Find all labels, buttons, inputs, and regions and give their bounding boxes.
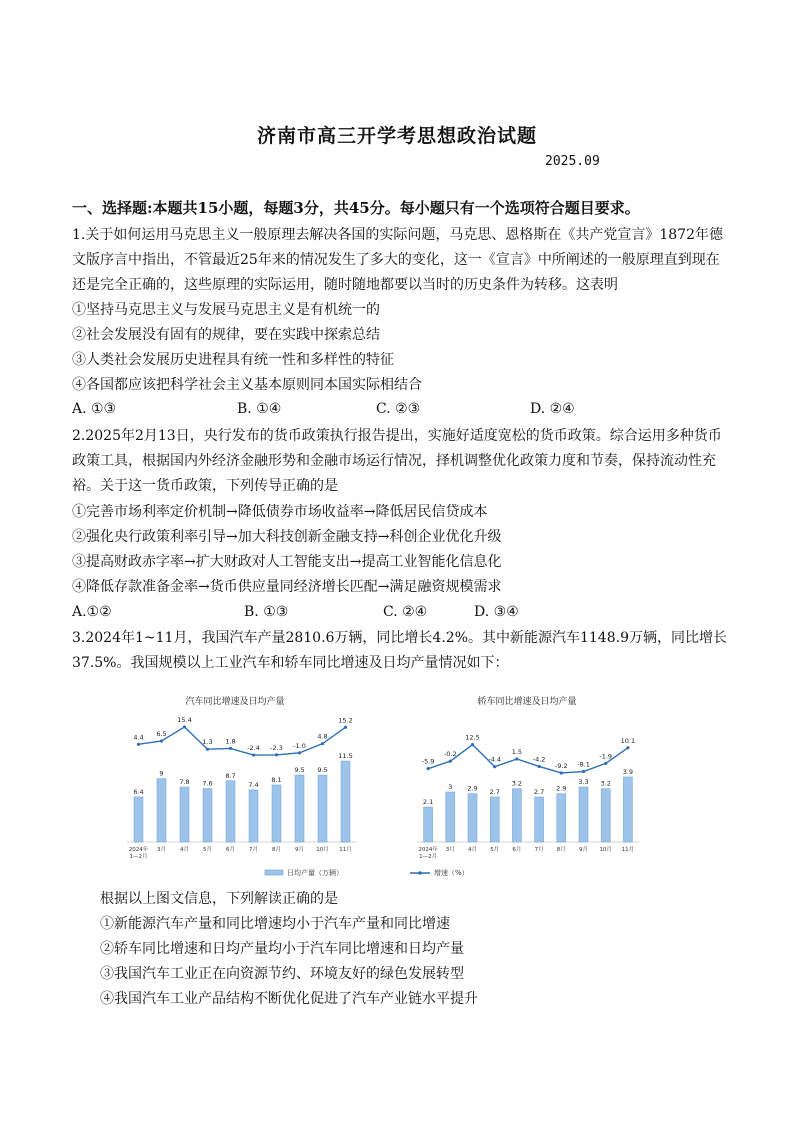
q1-item-4: ④各国都应该把科学社会主义基本原则同本国实际相结合 — [72, 377, 422, 393]
q1-option-d[interactable]: D. ②④ — [530, 401, 575, 417]
bar — [601, 789, 610, 842]
legend-bar-label: 日均产量（万辆） — [287, 869, 343, 877]
q1-line-3: 还是完全正确的，这些原理的实际运用，随时随地都要以当时的历史条件为转移。这表明 — [72, 277, 618, 293]
line-point — [626, 746, 629, 749]
line-point — [515, 757, 518, 760]
x-tick-label: 10月 — [599, 847, 612, 853]
line-point — [252, 753, 255, 756]
line-point — [298, 751, 301, 754]
q1-line-2: 文版序言中指出，不管最近25年来的情况发生了多大的变化，这一《宣言》中所阐述的一般原理直到现在 — [72, 252, 720, 268]
line-value-label: 4.4 — [133, 733, 144, 742]
bar-value-label: 2.1 — [422, 798, 434, 806]
bar — [446, 792, 455, 842]
x-tick-label: 2024年 — [418, 847, 438, 853]
line-point — [538, 765, 541, 768]
growth-line — [139, 727, 346, 755]
legend-line-marker — [418, 871, 422, 875]
q1-item-1: ①坚持马克思主义与发展马克思主义是有机统一的 — [72, 302, 380, 318]
x-tick-label: 2024年 — [128, 847, 149, 853]
q1-item-2: ②社会发展没有固有的规律，要在实践中探索总结 — [72, 327, 380, 343]
x-tick-label: 5月 — [203, 847, 212, 853]
bar-value-label: 7.8 — [179, 778, 190, 787]
section-heading: 一、选择题:本题共15小题，每题3分，共45分。每小题只有一个选项符合题目要求。 — [72, 199, 640, 217]
line-value-label: 15.4 — [177, 715, 192, 724]
line-point — [160, 739, 163, 742]
x-tick-label: 8月 — [556, 847, 566, 853]
bar-value-label: 8.1 — [271, 775, 282, 784]
bar-value-label: 7.6 — [202, 779, 213, 788]
line-value-label: 1.3 — [202, 738, 213, 747]
x-tick-label: 8月 — [272, 847, 281, 853]
q2-item-2: ②强化央行政策利率引导→加大科技创新金融支持→科创企业优化升级 — [72, 529, 502, 545]
chart-1-plot — [127, 716, 357, 860]
line-value-label: 4.8 — [317, 732, 328, 741]
bar-value-label: 8.7 — [225, 771, 236, 780]
line-point — [582, 770, 585, 773]
growth-line — [428, 745, 628, 773]
bar — [341, 761, 350, 842]
bar — [468, 794, 477, 842]
bar-value-label: 9 — [159, 769, 164, 778]
exam-date: 2025.09 — [545, 154, 600, 169]
bar-value-label: 2.9 — [467, 784, 478, 793]
x-tick-label: 9月 — [295, 847, 304, 853]
line-value-label: 12.5 — [465, 733, 480, 742]
line-point — [183, 725, 186, 728]
line-value-label: -4.2 — [532, 755, 546, 764]
q2-option-a[interactable]: A.①② — [72, 604, 112, 620]
bar — [226, 781, 235, 842]
page-title: 济南市高三开学考思想政治试题 — [256, 125, 537, 147]
bar — [318, 775, 327, 842]
bar — [203, 788, 212, 842]
chart-2-plot — [417, 734, 639, 860]
chart-1-title: 汽车同比增速及日均产量 — [185, 697, 285, 707]
line-value-label: -5.9 — [421, 757, 435, 766]
line-point — [137, 743, 140, 746]
q2-line-3: 裕。关于这一货币政策，下列传导正确的是 — [72, 478, 338, 494]
q3-item-2: ②轿车同比增速和日均产量均小于汽车同比增速和日均产量 — [100, 941, 464, 957]
x-tick-label: 5月 — [490, 847, 500, 853]
q1-option-a[interactable]: A. ①③ — [72, 401, 117, 417]
q2-item-4: ④降低存款准备金率→货币供应量同经济增长匹配→满足融资规模需求 — [72, 579, 502, 595]
bar-value-label: 9.5 — [294, 766, 305, 775]
bar — [424, 807, 433, 842]
x-tick-label: 3月 — [157, 847, 166, 853]
line-value-label: 6.5 — [156, 730, 167, 738]
line-value-label: 1.5 — [511, 748, 523, 756]
line-value-label: -1.0 — [293, 741, 306, 750]
line-value-label: -2.4 — [247, 744, 260, 753]
line-point — [493, 765, 496, 768]
q2-line-1: 2.2025年2月13日，央行发布的货币政策执行报告提出，实施好适度宽松的货币政策。综合运用多种货币 — [72, 428, 722, 444]
bar-value-label: 11.5 — [338, 752, 353, 761]
line-point — [344, 726, 347, 729]
q2-item-1: ①完善市场利率定价机制→降低债券市场收益率→降低居民信贷成本 — [72, 504, 488, 520]
x-tick-label: 3月 — [445, 847, 455, 853]
x-tick-label: 6月 — [512, 847, 522, 853]
q1-option-c[interactable]: C. ②③ — [376, 401, 421, 417]
bar-value-label: 2.9 — [556, 784, 567, 793]
bar-value-label: 2.7 — [533, 788, 545, 796]
bar — [134, 797, 143, 842]
legend-bar-swatch — [265, 870, 283, 875]
bar-value-label: 3.2 — [511, 779, 523, 788]
x-tick-label: 11月 — [339, 847, 352, 853]
line-value-label: -1.9 — [599, 752, 613, 761]
line-point — [229, 747, 232, 750]
x-tick-label: 1—2月 — [419, 854, 438, 860]
q3-item-1: ①新能源汽车产量和同比增速均小于汽车产量和同比增速 — [100, 916, 450, 932]
x-tick-label: 1—2月 — [129, 854, 148, 860]
line-value-label: -9.2 — [554, 761, 568, 770]
x-tick-label: 10月 — [316, 847, 329, 853]
line-point — [449, 760, 452, 763]
q3-prompt: 根据以上图文信息，下列解读正确的是 — [100, 891, 338, 907]
q2-option-d[interactable]: D. ③④ — [474, 604, 519, 620]
line-point — [604, 762, 607, 765]
x-tick-label: 4月 — [468, 847, 477, 853]
line-value-label: -8.1 — [577, 760, 590, 769]
chart-figure — [115, 686, 645, 886]
line-value-label: -4.4 — [488, 755, 502, 764]
bar — [249, 790, 258, 842]
legend-line-label: 增速（%） — [434, 869, 469, 877]
bar — [490, 797, 499, 842]
x-tick-label: 9月 — [579, 847, 588, 853]
line-point — [427, 767, 430, 770]
bar — [295, 775, 304, 842]
bar — [180, 787, 189, 842]
bar-value-label: 3 — [448, 783, 453, 791]
chart-2-title: 轿车同比增速及日均产量 — [477, 697, 577, 707]
bar-value-label: 9.5 — [317, 766, 328, 775]
bar-value-label: 2.7 — [489, 788, 500, 796]
line-value-label: -2.3 — [270, 743, 283, 752]
q1-item-3: ③人类社会发展历史进程具有统一性和多样性的特征 — [72, 352, 394, 368]
bar — [272, 785, 281, 842]
bar — [623, 777, 632, 842]
bar — [579, 787, 588, 842]
line-point — [471, 743, 474, 746]
q2-option-c[interactable]: C. ②④ — [383, 604, 428, 620]
bar — [557, 794, 566, 842]
bar-value-label: 3.3 — [578, 778, 589, 786]
q3-item-3: ③我国汽车工业正在向资源节约、环境友好的绿色发展转型 — [100, 966, 464, 982]
x-tick-label: 6月 — [226, 847, 235, 853]
bar-value-label: 7.4 — [248, 780, 259, 789]
q3-line-1: 3.2024年1~11月，我国汽车产量2810.6万辆，同比增长4.2%。其中新能源汽车1148.9万辆，同比增长 — [72, 630, 727, 646]
line-value-label: 10.1 — [620, 736, 636, 745]
line-point — [275, 753, 278, 756]
bar — [157, 779, 166, 842]
x-tick-label: 7月 — [249, 847, 258, 853]
line-point — [321, 742, 324, 745]
x-tick-label: 4月 — [180, 847, 189, 853]
bar-value-label: 6.4 — [133, 787, 144, 796]
line-point — [206, 748, 209, 751]
bar — [535, 797, 544, 842]
q1-option-b[interactable]: B. ①④ — [237, 401, 282, 417]
x-tick-label: 11月 — [621, 847, 635, 853]
bar-value-label: 3.2 — [600, 779, 611, 788]
line-value-label: 1.8 — [225, 737, 236, 746]
line-value-label: 15.2 — [338, 716, 353, 725]
q2-item-3: ③提高财政赤字率→扩大财政对人工智能支出→提高工业智能化信息化 — [72, 554, 502, 570]
q2-line-2: 政策工具，根据国内外经济金融形势和金融市场运行情况，择机调整优化政策力度和节奏，保持流动性充 — [72, 453, 716, 469]
q2-option-b[interactable]: B. ①③ — [244, 604, 289, 620]
q3-line-2: 37.5%。我国规模以上工业汽车和轿车同比增速及日均产量情况如下： — [72, 655, 509, 671]
line-value-label: -0.2 — [443, 750, 457, 759]
q1-line-1: 1.关于如何运用马克思主义一般原理去解决各国的实际问题，马克思、恩格斯在《共产党宣言》1872年德 — [72, 227, 723, 243]
x-tick-label: 7月 — [534, 847, 544, 853]
q3-item-4: ④我国汽车工业产品结构不断优化促进了汽车产业链水平提升 — [100, 991, 478, 1007]
bar-value-label: 3.9 — [622, 768, 634, 776]
bar — [512, 789, 521, 842]
line-point — [560, 771, 563, 774]
